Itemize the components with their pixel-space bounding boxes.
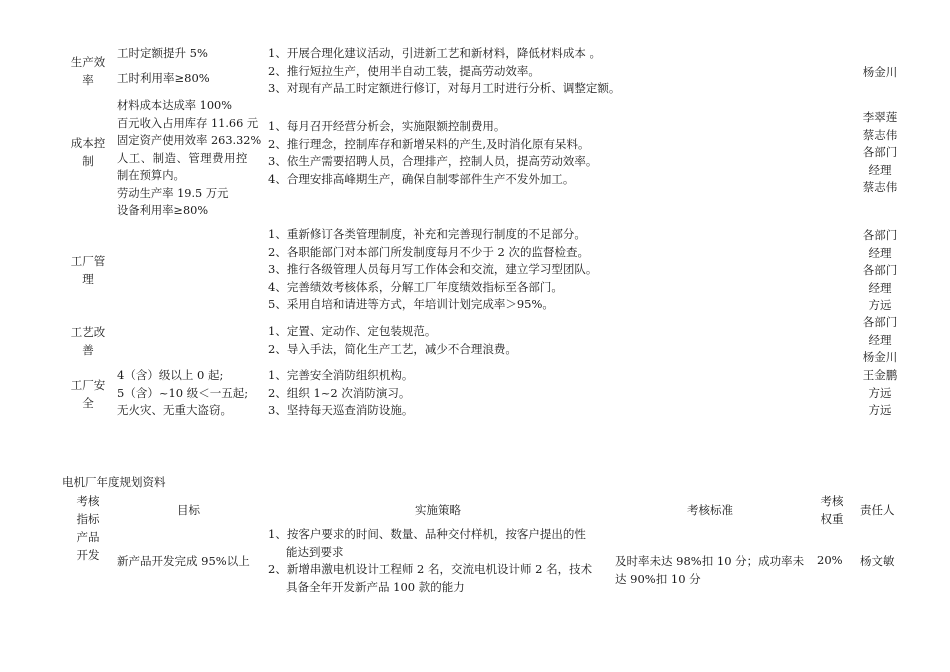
category-product-development	[68, 528, 108, 564]
strategy-item: 3、推行各级管理人员每月写工作体会和交流，建立学习型团队。	[268, 262, 598, 276]
target-item: 工时定额提升 5%	[117, 46, 208, 60]
strategy-item: 3、坚持每天巡查消防设施。	[268, 403, 414, 417]
category-cost-control: 成本控制	[70, 136, 106, 168]
header-weight-line: 考核	[820, 494, 844, 508]
category-factory-safety: 工厂安全	[70, 378, 106, 410]
category-production-efficiency: 生产效率	[70, 55, 106, 87]
header-indicator-line: 指标	[76, 512, 100, 526]
owner-name: 方远	[868, 403, 892, 417]
owner-name: 各部门	[862, 228, 898, 242]
header-weight	[812, 492, 852, 528]
strategy-item: 3、对现有产品工时定额进行修订，对每月工时进行分析、调整定额。	[268, 81, 621, 95]
category-line: 产品	[76, 530, 100, 544]
owner-factory-management	[855, 227, 905, 315]
owner-name: 经理	[868, 332, 892, 347]
strategy-item: 2、推行理念，控制库存和新增呆料的产生,及时消化原有呆料。	[268, 136, 590, 151]
category-process-improvement: 工艺改善	[70, 325, 106, 357]
owner-name: 方远	[868, 298, 892, 312]
target-item: 材料成本达成率 100%	[117, 99, 232, 112]
strategy-item: 1、每月召开经营分析会，实施限额控制费用。	[268, 119, 506, 133]
owner-name: 各部门	[862, 315, 898, 329]
row-target: 新产品开发完成 95%以上	[117, 554, 250, 568]
target-item: 固定资产使用效率 263.32%	[117, 134, 262, 147]
strategies-factory-management	[268, 226, 597, 314]
target-item: 设备利用率≥80%	[117, 204, 209, 217]
owner-name: 各部门	[862, 145, 898, 159]
strategy-item: 4、合理安排高峰期生产，确保自制零部件生产不发外加工。	[268, 171, 575, 186]
owner-name: 杨金川	[862, 65, 898, 79]
strategy-item: 能达到要求	[286, 544, 344, 559]
strategy-item: 2、导入手法，简化生产工艺，减少不合理浪费。	[268, 341, 517, 356]
strategy-item: 2、各职能部门对本部门所发制度每月不少于 2 次的监督检查。	[268, 244, 589, 259]
strategy-item: 4、完善绩效考核体系，分解工厂年度绩效指标至各部门。	[268, 279, 563, 294]
header-owner: 责任人	[860, 503, 895, 517]
target-item: 无火灾、无重大盗窃。	[117, 403, 232, 417]
category-line: 开发	[76, 548, 100, 562]
row-weight: 20%	[817, 553, 843, 567]
strategies-cost-control	[268, 118, 597, 188]
strategy-item: 5、采用自培和请进等方式，年培训计划完成率＞95%。	[268, 297, 554, 311]
target-item: 劳动生产率 19.5 万元	[117, 186, 229, 200]
targets-production-efficiency	[117, 43, 210, 88]
strategy-item: 2、新增串激电机设计工程师 2 名，交流电机设计师 2 名，技术	[268, 562, 593, 576]
owner-name: 经理	[868, 280, 892, 295]
strategy-item: 2、推行短拉生产，使用半自动工装，提高劳动效率。	[268, 63, 540, 78]
header-strategy: 实施策略	[415, 503, 461, 517]
header-indicator	[68, 492, 108, 528]
owner-production-efficiency	[855, 64, 905, 82]
standard-line: 及时率未达 98%扣 10 分；成功率未	[615, 554, 805, 568]
owner-name: 李翠莲	[862, 110, 898, 124]
owner-name: 经理	[868, 245, 892, 260]
strategies-process-improvement	[268, 323, 517, 358]
owner-name: 经理	[868, 162, 892, 177]
targets-cost-control	[117, 97, 261, 220]
owner-name: 蔡志伟	[862, 127, 898, 142]
strategy-item: 1、按客户要求的时间、数量、品种交付样机，按客户提出的性	[268, 527, 586, 541]
row-strategies	[268, 526, 592, 596]
target-item: 5（含）~10 级＜一五起;	[117, 385, 249, 400]
header-indicator-line: 考核	[76, 494, 100, 508]
header-weight-line: 权重	[820, 512, 844, 526]
target-item: 4（含）级以上 0 起;	[117, 368, 224, 382]
targets-factory-safety	[117, 367, 248, 420]
target-item: 制在预算内。	[117, 169, 185, 182]
strategy-item: 2、组织 1~2 次消防演习。	[268, 385, 411, 400]
owner-factory-safety	[855, 367, 905, 420]
row-standard	[615, 553, 804, 588]
owner-name: 方远	[868, 385, 892, 400]
target-item: 工时利用率≥80%	[117, 71, 210, 85]
row-owner: 杨文敏	[860, 554, 895, 568]
owner-name: 王金鹏	[862, 368, 898, 382]
strategies-factory-safety	[268, 367, 413, 420]
standard-line: 达 90%扣 10 分	[615, 571, 701, 586]
header-target: 目标	[177, 503, 200, 517]
target-item: 人工、制造、管理费用控	[117, 151, 248, 165]
owner-name: 各部门	[862, 263, 898, 277]
target-item: 百元收入占用库存 11.66 元	[117, 116, 259, 130]
strategy-item: 1、定置、定动作、定包装规范。	[268, 324, 437, 338]
strategy-item: 3、依生产需要招聘人员，合理排产，控制人员，提高劳动效率。	[268, 154, 598, 168]
owner-name: 杨金川	[862, 350, 898, 364]
strategies-production-efficiency	[268, 45, 620, 98]
owner-cost-control	[855, 109, 905, 197]
strategy-item: 1、开展合理化建议活动，引进新工艺和新材料，降低材料成本 。	[268, 46, 601, 60]
document-title: 电机厂年度规划资料	[62, 475, 166, 489]
category-factory-management: 工厂管理	[70, 254, 106, 286]
strategy-item: 1、重新修订各类管理制度，补充和完善现行制度的不足部分。	[268, 227, 586, 241]
header-standard: 考核标准	[687, 503, 733, 517]
owner-process-improvement	[855, 314, 905, 367]
owner-name: 蔡志伟	[862, 180, 898, 194]
strategy-item: 1、完善安全消防组织机构。	[268, 368, 414, 382]
strategy-item: 具备全年开发新产品 100 款的能力	[286, 579, 465, 594]
